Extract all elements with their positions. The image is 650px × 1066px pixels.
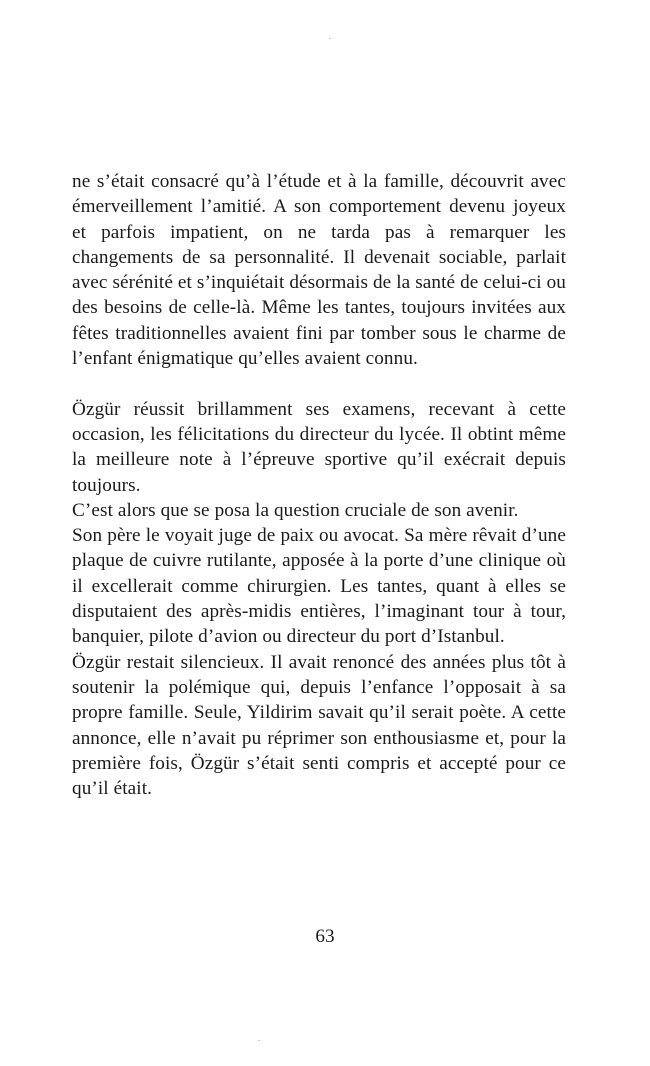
scan-speck (258, 1040, 260, 1041)
paragraph: Özgür réussit brillamment ses examens, recevant à cette occasion, les félicitations du directeur du lycée. Il obtint même la meilleure note à l’épreuve sportive qu’il exécrait depuis toujours. (72, 398, 566, 496)
paragraph: Özgür restait silencieux. Il avait renoncé des années plus tôt à soutenir la polémique qui, depuis l’enfance l’opposait à sa propre famille. Seule, Yildirim savait qu’il serait poète. A cette annonce, elle n’avait pu réprimer son enthousiasme et, pour la première fois, Özgür s’était senti compris et accepté pour ce qu’il était. (72, 651, 566, 800)
page-number: 63 (315, 926, 335, 947)
paragraph: Son père le voyait juge de paix ou avocat. Sa mère rêvait d’une plaque de cuivre rutilante, apposée à la porte d’une clinique où il excellerait comme chirurgien. Les tantes, quant à elles se disputaient des après-midis entières, l’imaginant tour à tour, banquier, pilote d’avion ou directeur du port d’Istanbul. (72, 525, 566, 648)
paragraph: ne s’était consacré qu’à l’étude et à la famille, découvrit avec émerveillement l’amitié. A son comportement devenu joyeux et parfois impatient, on ne tarda pas à remarquer les changements de sa personnalité. Il devenait sociable, parlait avec sérénité et s’inquiétait désormais de la santé de celui-ci ou des besoins de celle-là. Même les tantes, toujours invitées aux fêtes traditionnelles avaient fini par tomber sous le charme de l’enfant énigmatique qu’elles avaient connu. (72, 171, 566, 370)
body-text (72, 169, 566, 801)
paragraph: C’est alors que se posa la question cruciale de son avenir. (72, 499, 519, 521)
scan-speck (329, 38, 331, 39)
